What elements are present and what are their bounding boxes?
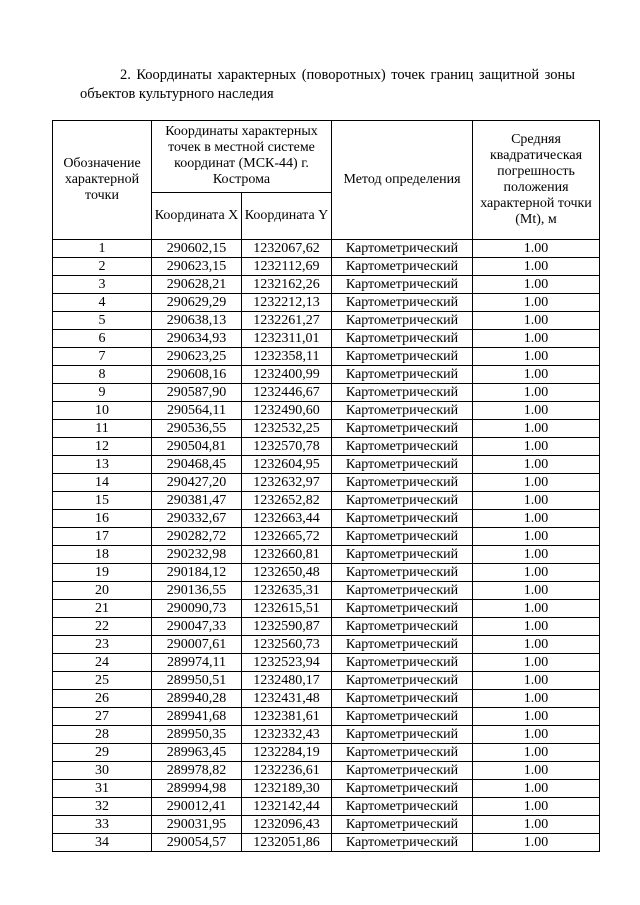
table-row <box>53 744 600 762</box>
coord-x-cell: 289978,82 <box>152 762 242 780</box>
coord-x-cell: 289963,45 <box>152 744 242 762</box>
method-cell: Картометрический <box>332 438 473 456</box>
table-row <box>53 456 600 474</box>
table-row <box>53 402 600 420</box>
point-number-cell: 5 <box>53 312 152 330</box>
coord-y-cell: 1232650,48 <box>242 564 332 582</box>
method-cell: Картометрический <box>332 492 473 510</box>
method-cell: Картометрический <box>332 780 473 798</box>
table-row <box>53 546 600 564</box>
coord-y-cell: 1232590,87 <box>242 618 332 636</box>
coordinates-table-header <box>53 121 600 240</box>
coord-y-cell: 1232096,43 <box>242 816 332 834</box>
error-cell: 1.00 <box>473 654 600 672</box>
point-number-cell: 14 <box>53 474 152 492</box>
method-cell: Картометрический <box>332 672 473 690</box>
table-row <box>53 276 600 294</box>
point-number-cell: 12 <box>53 438 152 456</box>
error-cell: 1.00 <box>473 546 600 564</box>
method-cell: Картометрический <box>332 528 473 546</box>
method-cell: Картометрический <box>332 240 473 258</box>
error-cell: 1.00 <box>473 456 600 474</box>
table-row <box>53 348 600 366</box>
coord-y-cell: 1232142,44 <box>242 798 332 816</box>
coord-x-cell: 290054,57 <box>152 834 242 852</box>
method-cell: Картометрический <box>332 402 473 420</box>
coord-x-cell: 290602,15 <box>152 240 242 258</box>
coord-y-cell: 1232051,86 <box>242 834 332 852</box>
error-cell: 1.00 <box>473 564 600 582</box>
header-designation: Обозначение характерной точки <box>53 121 152 240</box>
error-cell: 1.00 <box>473 366 600 384</box>
coord-x-cell: 290638,13 <box>152 312 242 330</box>
coord-y-cell: 1232652,82 <box>242 492 332 510</box>
table-row <box>53 636 600 654</box>
point-number-cell: 4 <box>53 294 152 312</box>
coord-x-cell: 290332,67 <box>152 510 242 528</box>
coord-y-cell: 1232162,26 <box>242 276 332 294</box>
coord-x-cell: 290090,73 <box>152 600 242 618</box>
point-number-cell: 7 <box>53 348 152 366</box>
point-number-cell: 1 <box>53 240 152 258</box>
point-number-cell: 27 <box>53 708 152 726</box>
error-cell: 1.00 <box>473 798 600 816</box>
method-cell: Картометрический <box>332 564 473 582</box>
coord-x-cell: 290282,72 <box>152 528 242 546</box>
error-cell: 1.00 <box>473 402 600 420</box>
coordinates-table-body <box>53 240 600 852</box>
coord-y-cell: 1232660,81 <box>242 546 332 564</box>
coord-y-cell: 1232480,17 <box>242 672 332 690</box>
error-cell: 1.00 <box>473 816 600 834</box>
method-cell: Картометрический <box>332 510 473 528</box>
coord-y-cell: 1232284,19 <box>242 744 332 762</box>
coord-y-cell: 1232665,72 <box>242 528 332 546</box>
coord-x-cell: 290564,11 <box>152 402 242 420</box>
error-cell: 1.00 <box>473 672 600 690</box>
coord-x-cell: 289994,98 <box>152 780 242 798</box>
table-row <box>53 474 600 492</box>
error-cell: 1.00 <box>473 438 600 456</box>
error-cell: 1.00 <box>473 618 600 636</box>
table-row <box>53 528 600 546</box>
error-cell: 1.00 <box>473 780 600 798</box>
coord-y-cell: 1232261,27 <box>242 312 332 330</box>
method-cell: Картометрический <box>332 294 473 312</box>
method-cell: Картометрический <box>332 366 473 384</box>
method-cell: Картометрический <box>332 276 473 294</box>
method-cell: Картометрический <box>332 384 473 402</box>
error-cell: 1.00 <box>473 258 600 276</box>
method-cell: Картометрический <box>332 456 473 474</box>
header-error: Средняя квадратическая погрешность положения характерной точки (Mt), м <box>473 121 600 240</box>
table-row <box>53 708 600 726</box>
error-cell: 1.00 <box>473 474 600 492</box>
point-number-cell: 16 <box>53 510 152 528</box>
method-cell: Картометрический <box>332 744 473 762</box>
method-cell: Картометрический <box>332 474 473 492</box>
coord-x-cell: 290608,16 <box>152 366 242 384</box>
coord-y-cell: 1232236,61 <box>242 762 332 780</box>
coord-y-cell: 1232358,11 <box>242 348 332 366</box>
coord-x-cell: 290634,93 <box>152 330 242 348</box>
point-number-cell: 26 <box>53 690 152 708</box>
coordinates-table <box>52 120 600 852</box>
method-cell: Картометрический <box>332 654 473 672</box>
method-cell: Картометрический <box>332 816 473 834</box>
coord-x-cell: 290232,98 <box>152 546 242 564</box>
coord-x-cell: 290504,81 <box>152 438 242 456</box>
table-row <box>53 618 600 636</box>
method-cell: Картометрический <box>332 636 473 654</box>
table-row <box>53 600 600 618</box>
error-cell: 1.00 <box>473 510 600 528</box>
coord-x-cell: 290007,61 <box>152 636 242 654</box>
coord-x-cell: 290629,29 <box>152 294 242 312</box>
table-row <box>53 294 600 312</box>
point-number-cell: 31 <box>53 780 152 798</box>
table-row <box>53 564 600 582</box>
coord-y-cell: 1232446,67 <box>242 384 332 402</box>
coord-y-cell: 1232632,97 <box>242 474 332 492</box>
coord-x-cell: 290587,90 <box>152 384 242 402</box>
method-cell: Картометрический <box>332 618 473 636</box>
point-number-cell: 24 <box>53 654 152 672</box>
table-row <box>53 312 600 330</box>
table-row <box>53 420 600 438</box>
error-cell: 1.00 <box>473 690 600 708</box>
coord-x-cell: 289974,11 <box>152 654 242 672</box>
method-cell: Картометрический <box>332 258 473 276</box>
point-number-cell: 23 <box>53 636 152 654</box>
coord-y-cell: 1232570,78 <box>242 438 332 456</box>
table-row <box>53 258 600 276</box>
coord-y-cell: 1232635,31 <box>242 582 332 600</box>
table-row <box>53 330 600 348</box>
point-number-cell: 19 <box>53 564 152 582</box>
section-heading <box>80 66 575 104</box>
error-cell: 1.00 <box>473 744 600 762</box>
table-row <box>53 384 600 402</box>
table-row <box>53 726 600 744</box>
point-number-cell: 13 <box>53 456 152 474</box>
point-number-cell: 29 <box>53 744 152 762</box>
coord-y-cell: 1232560,73 <box>242 636 332 654</box>
table-row <box>53 762 600 780</box>
error-cell: 1.00 <box>473 582 600 600</box>
point-number-cell: 8 <box>53 366 152 384</box>
header-coord-x: Координата X <box>152 192 242 239</box>
point-number-cell: 20 <box>53 582 152 600</box>
point-number-cell: 18 <box>53 546 152 564</box>
table-row <box>53 492 600 510</box>
coord-y-cell: 1232311,01 <box>242 330 332 348</box>
error-cell: 1.00 <box>473 384 600 402</box>
point-number-cell: 21 <box>53 600 152 618</box>
error-cell: 1.00 <box>473 708 600 726</box>
coord-x-cell: 290136,55 <box>152 582 242 600</box>
coord-y-cell: 1232381,61 <box>242 708 332 726</box>
method-cell: Картометрический <box>332 726 473 744</box>
coord-y-cell: 1232400,99 <box>242 366 332 384</box>
coord-y-cell: 1232604,95 <box>242 456 332 474</box>
method-cell: Картометрический <box>332 708 473 726</box>
table-row <box>53 582 600 600</box>
point-number-cell: 15 <box>53 492 152 510</box>
coord-x-cell: 290031,95 <box>152 816 242 834</box>
table-row <box>53 798 600 816</box>
error-cell: 1.00 <box>473 294 600 312</box>
table-row <box>53 510 600 528</box>
table-row <box>53 834 600 852</box>
coord-x-cell: 290381,47 <box>152 492 242 510</box>
method-cell: Картометрический <box>332 330 473 348</box>
error-cell: 1.00 <box>473 492 600 510</box>
error-cell: 1.00 <box>473 762 600 780</box>
coord-y-cell: 1232431,48 <box>242 690 332 708</box>
method-cell: Картометрический <box>332 762 473 780</box>
coord-x-cell: 289941,68 <box>152 708 242 726</box>
coord-x-cell: 290427,20 <box>152 474 242 492</box>
point-number-cell: 6 <box>53 330 152 348</box>
coord-x-cell: 290623,25 <box>152 348 242 366</box>
coord-x-cell: 289950,51 <box>152 672 242 690</box>
method-cell: Картометрический <box>332 834 473 852</box>
point-number-cell: 17 <box>53 528 152 546</box>
coord-x-cell: 290623,15 <box>152 258 242 276</box>
point-number-cell: 9 <box>53 384 152 402</box>
error-cell: 1.00 <box>473 834 600 852</box>
error-cell: 1.00 <box>473 600 600 618</box>
method-cell: Картометрический <box>332 690 473 708</box>
table-row <box>53 690 600 708</box>
coord-y-cell: 1232490,60 <box>242 402 332 420</box>
point-number-cell: 32 <box>53 798 152 816</box>
error-cell: 1.00 <box>473 348 600 366</box>
point-number-cell: 34 <box>53 834 152 852</box>
header-coord-y: Координата Y <box>242 192 332 239</box>
error-cell: 1.00 <box>473 276 600 294</box>
error-cell: 1.00 <box>473 528 600 546</box>
header-row <box>53 121 600 193</box>
method-cell: Картометрический <box>332 348 473 366</box>
coord-y-cell: 1232663,44 <box>242 510 332 528</box>
coord-y-cell: 1232067,62 <box>242 240 332 258</box>
table-row <box>53 672 600 690</box>
coord-x-cell: 290628,21 <box>152 276 242 294</box>
point-number-cell: 30 <box>53 762 152 780</box>
coord-y-cell: 1232615,51 <box>242 600 332 618</box>
coord-x-cell: 290536,55 <box>152 420 242 438</box>
error-cell: 1.00 <box>473 636 600 654</box>
table-row <box>53 240 600 258</box>
method-cell: Картометрический <box>332 582 473 600</box>
method-cell: Картометрический <box>332 600 473 618</box>
point-number-cell: 22 <box>53 618 152 636</box>
point-number-cell: 33 <box>53 816 152 834</box>
coord-x-cell: 290468,45 <box>152 456 242 474</box>
coord-y-cell: 1232212,13 <box>242 294 332 312</box>
error-cell: 1.00 <box>473 330 600 348</box>
method-cell: Картометрический <box>332 546 473 564</box>
table-row <box>53 654 600 672</box>
method-cell: Картометрический <box>332 798 473 816</box>
coord-y-cell: 1232523,94 <box>242 654 332 672</box>
method-cell: Картометрический <box>332 312 473 330</box>
coord-x-cell: 290047,33 <box>152 618 242 636</box>
point-number-cell: 3 <box>53 276 152 294</box>
table-row <box>53 780 600 798</box>
coord-x-cell: 290012,41 <box>152 798 242 816</box>
coord-y-cell: 1232332,43 <box>242 726 332 744</box>
error-cell: 1.00 <box>473 240 600 258</box>
point-number-cell: 2 <box>53 258 152 276</box>
table-row <box>53 438 600 456</box>
point-number-cell: 10 <box>53 402 152 420</box>
point-number-cell: 28 <box>53 726 152 744</box>
error-cell: 1.00 <box>473 312 600 330</box>
header-coordinates-group: Координаты характерных точек в местной системе координат (МСК-44) г. Кострома <box>152 121 332 193</box>
coord-y-cell: 1232112,69 <box>242 258 332 276</box>
coord-y-cell: 1232189,30 <box>242 780 332 798</box>
error-cell: 1.00 <box>473 420 600 438</box>
coord-y-cell: 1232532,25 <box>242 420 332 438</box>
section-heading-text: 2. Координаты характерных (поворотных) точек границ защитной зоны объектов культурного наследия <box>80 67 575 102</box>
header-method: Метод определения <box>332 121 473 240</box>
coord-x-cell: 290184,12 <box>152 564 242 582</box>
coord-x-cell: 289950,35 <box>152 726 242 744</box>
point-number-cell: 11 <box>53 420 152 438</box>
method-cell: Картометрический <box>332 420 473 438</box>
point-number-cell: 25 <box>53 672 152 690</box>
table-row <box>53 816 600 834</box>
error-cell: 1.00 <box>473 726 600 744</box>
table-row <box>53 366 600 384</box>
coord-x-cell: 289940,28 <box>152 690 242 708</box>
